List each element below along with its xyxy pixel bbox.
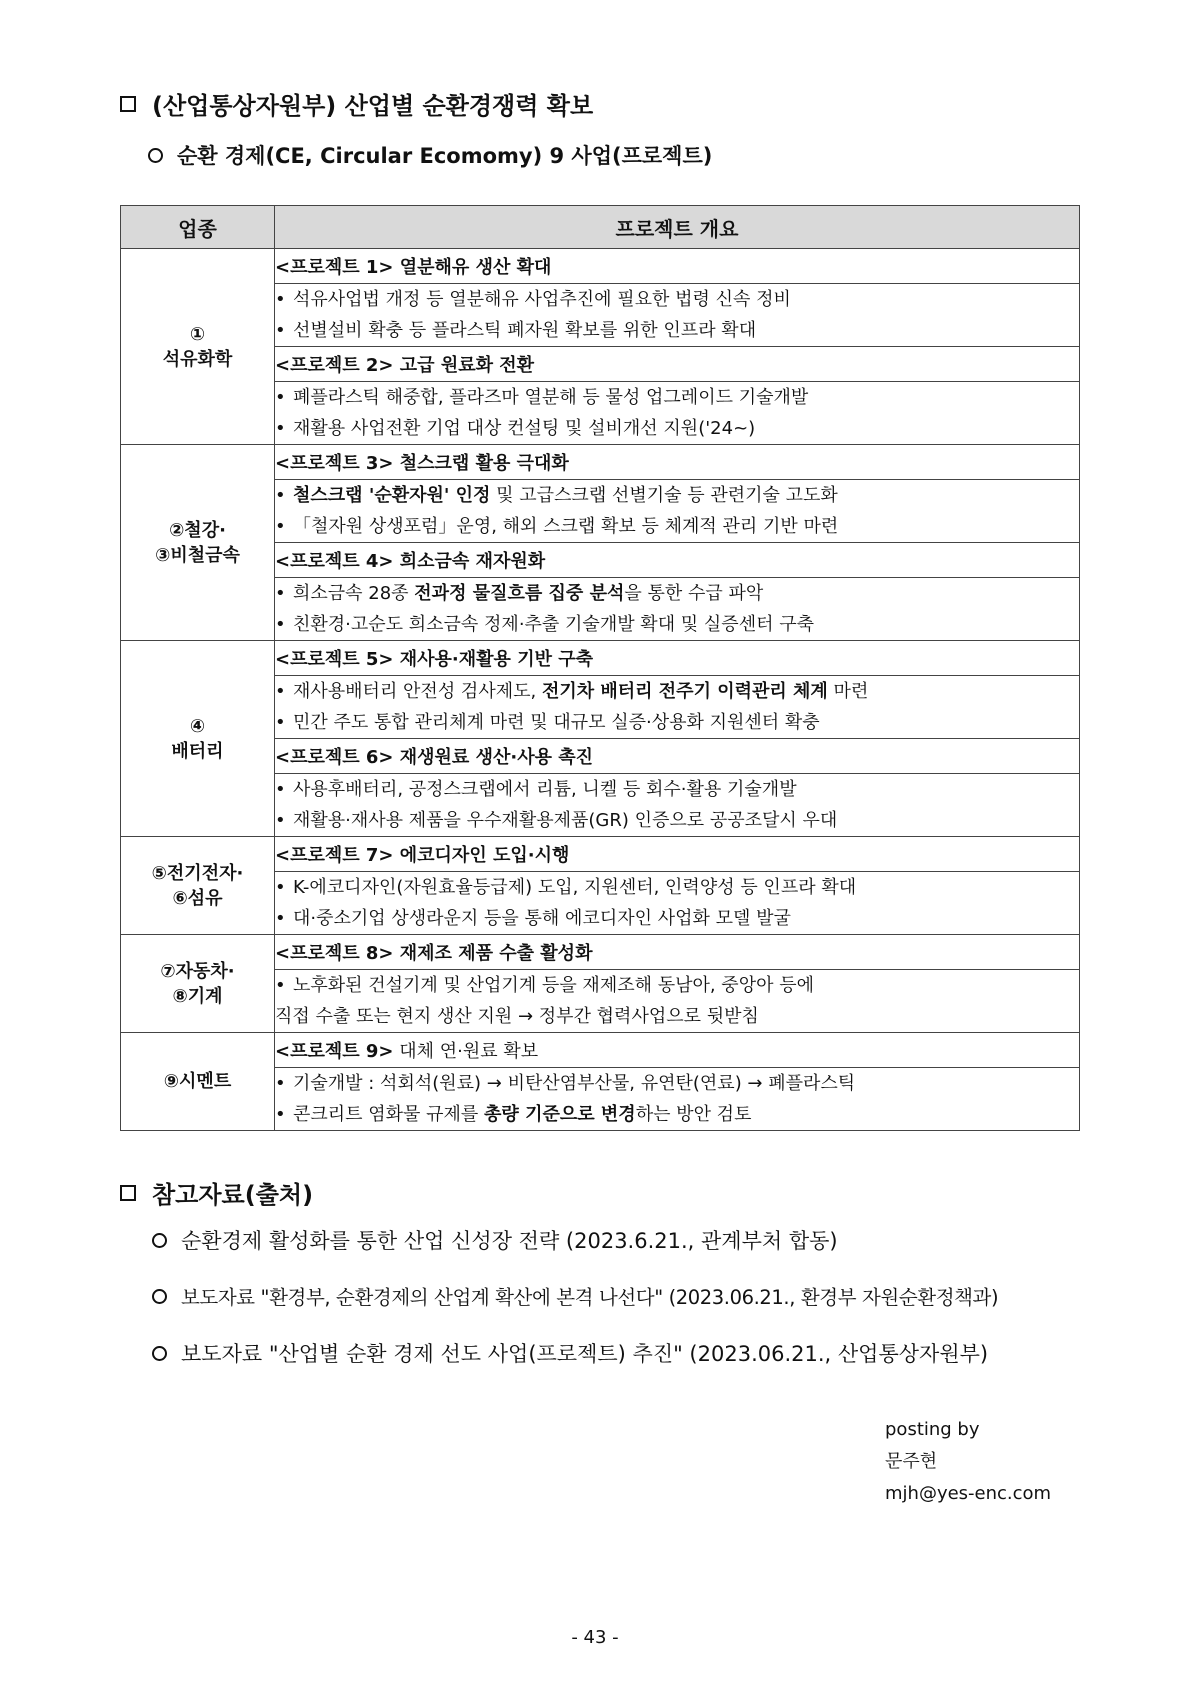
detail-text: 대·중소기업 상생라운지 등을 통해 에코디자인 사업화 모델 발굴 [293, 908, 791, 929]
sector-cell [121, 935, 275, 1033]
detail-text: 직접 수출 또는 현지 생산 지원 → 정부간 협력사업으로 뒷받침 [275, 1006, 759, 1027]
detail-text: 콘크리트 염화물 규제를 [293, 1104, 485, 1125]
sector-label: ⑥섬유 [172, 887, 223, 909]
sector-label: ④ [189, 715, 206, 737]
detail-line [275, 480, 1079, 511]
bullet-icon: • [275, 681, 286, 702]
detail-line [275, 1099, 1079, 1130]
project-title [275, 347, 1080, 382]
references-heading [120, 1175, 313, 1210]
page-number: - 43 - [571, 1627, 619, 1648]
project-title [275, 1033, 1080, 1068]
project-title-text: <프로젝트 8> 재제조 제품 수출 활성화 [275, 943, 593, 964]
project-details [275, 284, 1080, 347]
detail-emphasis: 전기차 배터리 전주기 이력관리 체계 [541, 681, 828, 702]
detail-text: K-에코디자인(자원효율등급제) 도입, 지원센터, 인력양성 등 인프라 확대 [293, 877, 857, 898]
bullet-icon: • [275, 614, 286, 635]
detail-line [275, 676, 1079, 707]
detail-text: 재사용배터리 안전성 검사제도, [293, 681, 542, 702]
circle-bullet-icon [148, 148, 163, 163]
project-table [120, 205, 1080, 1131]
detail-line [275, 609, 1079, 640]
subsection-heading [148, 140, 712, 170]
circle-bullet-icon [152, 1346, 167, 1361]
bullet-icon: • [275, 289, 286, 310]
detail-emphasis: 전과정 물질흐름 집중 분석 [414, 583, 625, 604]
project-details [275, 774, 1080, 837]
project-title [275, 445, 1080, 480]
detail-line [275, 578, 1079, 609]
reference-item [152, 1282, 998, 1310]
circle-bullet-icon [152, 1233, 167, 1248]
project-title [275, 837, 1080, 872]
project-title-text: <프로젝트 5> 재사용·재활용 기반 구축 [275, 649, 594, 670]
project-title-text: <프로젝트 9> [275, 1041, 394, 1062]
reference-item [152, 1338, 988, 1368]
section-heading [120, 86, 593, 121]
sector-label: ②철강· [169, 519, 226, 541]
bullet-icon: • [275, 418, 286, 439]
detail-line [275, 1068, 1079, 1099]
detail-text: 및 고급스크랩 선별기술 등 관련기술 고도화 [490, 485, 838, 506]
project-details [275, 676, 1080, 739]
detail-text: 노후화된 건설기계 및 산업기계 등을 재제조해 동남아, 중앙아 등에 [293, 975, 814, 996]
project-details [275, 970, 1080, 1033]
project-title-text: <프로젝트 3> 철스크랩 활용 극대화 [275, 453, 569, 474]
detail-line [275, 970, 1079, 1001]
reference-item [152, 1225, 838, 1255]
project-details [275, 480, 1080, 543]
detail-text: 희소금속 28종 [293, 583, 415, 604]
detail-text: 석유사업법 개정 등 열분해유 사업추진에 필요한 법령 신속 정비 [293, 289, 791, 310]
bullet-icon: • [275, 810, 286, 831]
project-title-rest: 대체 연·원료 확보 [393, 1041, 539, 1062]
detail-emphasis: 철스크랩 '순환자원' 인정 [293, 485, 491, 506]
project-title [275, 543, 1080, 578]
reference-text: 보도자료 "산업별 순환 경제 선도 사업(프로젝트) 추진" (2023.06.21., 산업통상자원부) [181, 1342, 989, 1366]
sector-label: ③비철금속 [155, 544, 240, 566]
detail-text: 을 통한 수급 파악 [624, 583, 764, 604]
detail-text: 재활용·재사용 제품을 우수재활용제품(GR) 인증으로 공공조달시 우대 [293, 810, 838, 831]
detail-text: 재활용 사업전환 기업 대상 컨설팅 및 설비개선 지원('24~) [293, 418, 756, 439]
detail-line [275, 872, 1079, 903]
header-overview: 프로젝트 개요 [275, 206, 1080, 249]
detail-text: 폐플라스틱 해중합, 플라즈마 열분해 등 물성 업그레이드 기술개발 [293, 387, 809, 408]
detail-text: 「철자원 상생포럼」운영, 해외 스크랩 확보 등 체계적 관리 기반 마련 [293, 516, 839, 537]
square-bullet-icon [120, 96, 136, 112]
project-title [275, 739, 1080, 774]
sector-cell [121, 641, 275, 837]
reference-text: 순환경제 활성화를 통한 산업 신성장 전략 (2023.6.21., 관계부처 합동) [181, 1229, 838, 1253]
detail-line [275, 382, 1079, 413]
circle-bullet-icon [152, 1289, 167, 1304]
detail-text: 민간 주도 통합 관리체계 마련 및 대규모 실증·상용화 지원센터 확충 [293, 712, 820, 733]
table-body [121, 249, 1080, 1131]
detail-line [275, 413, 1079, 444]
posting-info [885, 1414, 1051, 1510]
detail-text: 사용후배터리, 공정스크랩에서 리튬, 니켈 등 회수·활용 기술개발 [293, 779, 797, 800]
project-title-text: <프로젝트 6> 재생원료 생산·사용 촉진 [275, 747, 594, 768]
project-details [275, 872, 1080, 935]
sector-cell [121, 445, 275, 641]
posting-author: 문주현 [885, 1451, 938, 1472]
project-title-row [121, 1033, 1080, 1068]
project-title-text: <프로젝트 2> 고급 원료화 전환 [275, 355, 535, 376]
posting-label: posting by [885, 1419, 980, 1440]
project-title-row [121, 641, 1080, 676]
bullet-icon: • [275, 877, 286, 898]
reference-text: 보도자료 "환경부, 순환경제의 산업계 확산에 본격 나선다" (2023.06.21., 환경부 자원순환정책과) [181, 1286, 999, 1309]
bullet-icon: • [275, 583, 286, 604]
project-title [275, 641, 1080, 676]
sector-label: 석유화학 [162, 348, 233, 370]
references-title: 참고자료(출처) [152, 1181, 314, 1209]
header-sector: 업종 [121, 206, 275, 249]
detail-line [275, 805, 1079, 836]
posting-email: mjh@yes-enc.com [885, 1483, 1052, 1504]
project-title-row [121, 837, 1080, 872]
detail-text: 하는 방안 검토 [635, 1104, 752, 1125]
project-details [275, 1068, 1080, 1131]
bullet-icon: • [275, 485, 286, 506]
project-title-row [121, 445, 1080, 480]
sector-label: ⑨시멘트 [163, 1071, 232, 1092]
detail-line [275, 1001, 1079, 1032]
detail-text: 친환경·고순도 희소금속 정제·추출 기술개발 확대 및 실증센터 구축 [293, 614, 814, 635]
detail-line [275, 284, 1079, 315]
bullet-icon: • [275, 1104, 286, 1125]
sector-label: ① [189, 323, 206, 345]
section-title: (산업통상자원부) 산업별 순환경쟁력 확보 [152, 92, 594, 120]
bullet-icon: • [275, 516, 286, 537]
project-details [275, 382, 1080, 445]
detail-line [275, 707, 1079, 738]
project-title-row [121, 249, 1080, 284]
detail-text: 기술개발 : 석회석(원료) → 비탄산염부산물, 유연탄(연료) → 폐플라스틱 [293, 1073, 856, 1094]
bullet-icon: • [275, 320, 286, 341]
project-title-text: <프로젝트 7> 에코디자인 도입·시행 [275, 845, 570, 866]
bullet-icon: • [275, 387, 286, 408]
table-header-row [121, 206, 1080, 249]
sector-label: 배터리 [171, 740, 224, 762]
detail-text: 마련 [827, 681, 869, 702]
sector-label: ⑧기계 [172, 985, 223, 1007]
bullet-icon: • [275, 1073, 286, 1094]
project-title [275, 249, 1080, 284]
sector-label: ⑦자동차· [160, 960, 235, 982]
sector-cell [121, 837, 275, 935]
detail-emphasis: 총량 기준으로 변경 [484, 1104, 636, 1125]
project-details [275, 578, 1080, 641]
project-title [275, 935, 1080, 970]
sector-label: ⑤전기전자· [151, 862, 244, 884]
detail-line [275, 774, 1079, 805]
bullet-icon: • [275, 712, 286, 733]
project-title-text: <프로젝트 1> 열분해유 생산 확대 [275, 257, 552, 278]
bullet-icon: • [275, 908, 286, 929]
detail-line [275, 511, 1079, 542]
project-title-row [121, 935, 1080, 970]
bullet-icon: • [275, 779, 286, 800]
detail-text: 선별설비 확충 등 플라스틱 폐자원 확보를 위한 인프라 확대 [293, 320, 757, 341]
detail-line [275, 315, 1079, 346]
sector-cell [121, 249, 275, 445]
detail-line [275, 903, 1079, 934]
project-title-text: <프로젝트 4> 희소금속 재자원화 [275, 551, 546, 572]
subsection-title: 순환 경제(CE, Circular Ecomomy) 9 사업(프로젝트) [177, 144, 713, 168]
bullet-icon: • [275, 975, 286, 996]
sector-cell [121, 1033, 275, 1131]
square-bullet-icon [120, 1185, 136, 1201]
